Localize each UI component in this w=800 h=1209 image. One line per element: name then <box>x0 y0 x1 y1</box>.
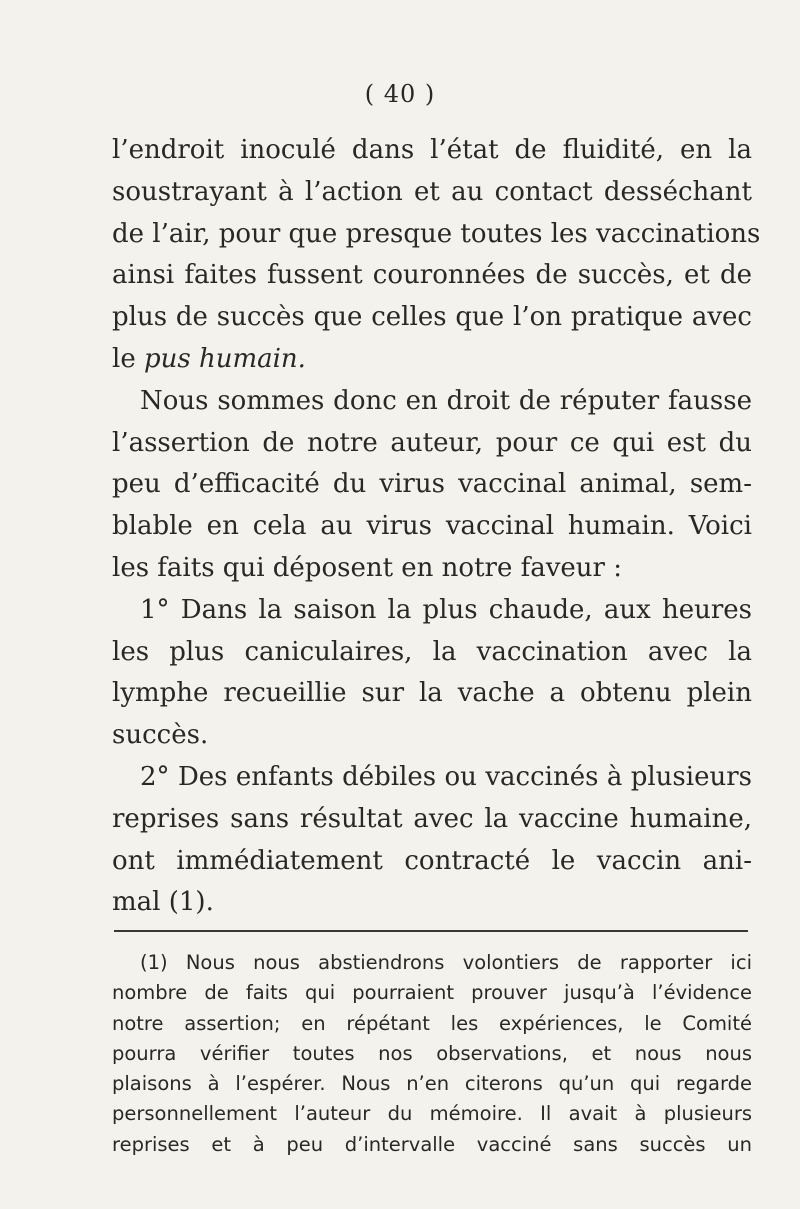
text-line: 1° Dans la saison la plus chaude, aux heures <box>140 594 752 625</box>
footnote <box>112 948 752 1160</box>
text-line: soustrayant à l’action et au contact desséchant <box>112 176 752 207</box>
text-line <box>112 339 752 381</box>
text-line: l’assertion de notre auteur, pour ce qui est du <box>112 427 752 458</box>
text-line: les plus caniculaires, la vaccination avec la <box>112 636 752 667</box>
body-text <box>112 130 761 924</box>
text-line: mal (1). <box>112 887 214 918</box>
footnote-line: (1) Nous nous abstiendrons volontiers de rapporter ici <box>140 951 752 974</box>
page-number: ( 40 ) <box>364 80 436 108</box>
text-line: blable en cela au virus vaccinal humain. Voici <box>112 511 752 542</box>
text-line: reprises sans résultat avec la vaccine humaine, <box>112 803 752 834</box>
text-segment: le <box>112 343 144 374</box>
footnote-divider <box>114 930 748 932</box>
text-line: l’endroit inoculé dans l’état de fluidité, en la <box>112 135 752 165</box>
footnote-line: reprises et à peu d’intervalle vacciné sans succès un <box>112 1132 752 1156</box>
text-line: lymphe recueillie sur la vache a obtenu plein <box>112 678 752 709</box>
text-line: peu d’efficacité du virus vaccinal animal, sem- <box>112 469 752 500</box>
footnote-line: notre assertion; en répétant les expériences, le Comité <box>112 1011 752 1035</box>
text-line: ainsi faites fussent couronnées de succès, et de <box>112 260 752 291</box>
text-line: de l’air, pour que presque toutes les vaccinations <box>112 218 761 249</box>
text-line: ont immédiatement contracté le vaccin ani- <box>112 845 752 876</box>
footnote-line: pourra vérifier toutes nos observations, et nous nous <box>112 1041 752 1065</box>
footnote-line: plaisons à l’espérer. Nous n’en citerons qu’un qui regarde <box>112 1072 752 1096</box>
footnote-line: personnellement l’auteur du mémoire. Il avait à plusieurs <box>112 1102 752 1126</box>
italic-phrase: pus humain. <box>143 343 306 374</box>
text-line: succès. <box>112 720 209 751</box>
text-line: plus de succès que celles que l’on pratique avec <box>112 302 752 333</box>
text-line: les faits qui déposent en notre faveur : <box>112 552 623 583</box>
footnote-line: nombre de faits qui pourraient prouver jusqu’à l’évidence <box>112 981 752 1005</box>
text-line: Nous sommes donc en droit de réputer fausse <box>140 385 752 416</box>
text-line: 2° Des enfants débiles ou vaccinés à plusieurs <box>140 761 752 792</box>
